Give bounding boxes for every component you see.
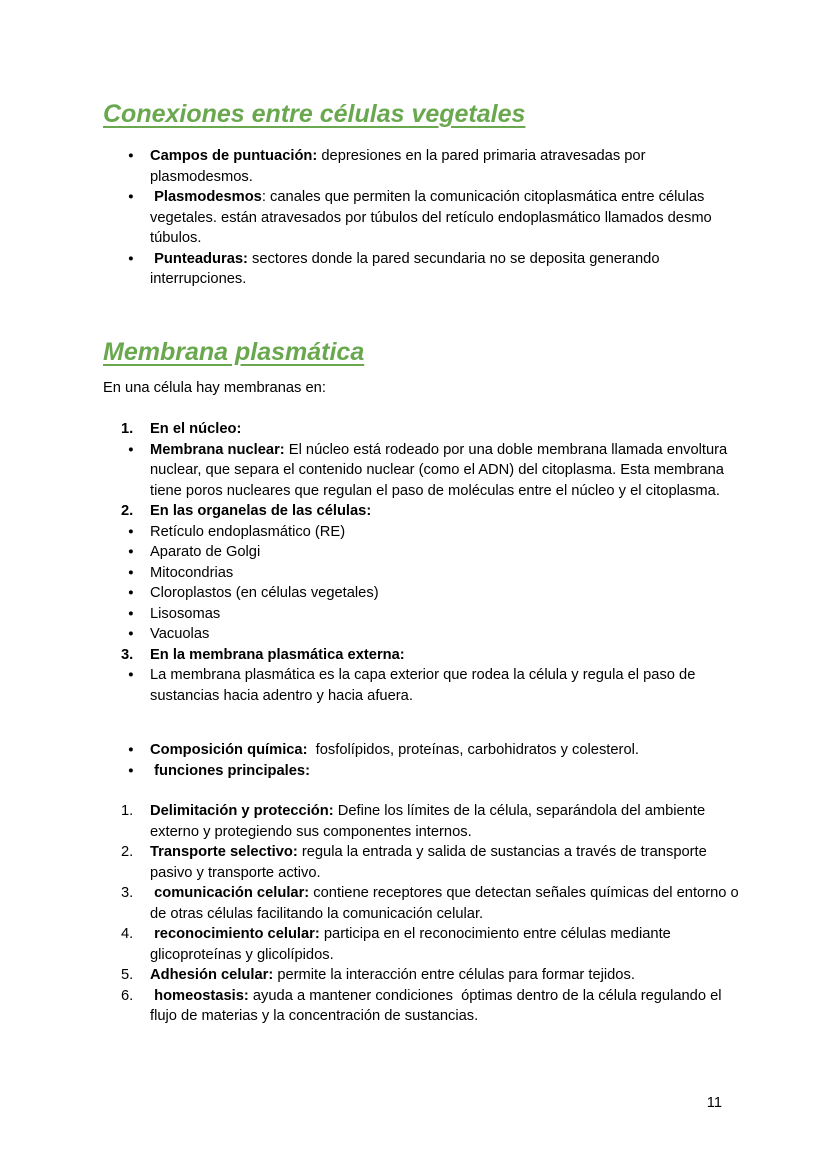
definition: La membrana plasmática es la capa exterior que rodea la célula y regula el paso de sustancias hacia adentro y hacia afuera. (150, 667, 700, 704)
intro-paragraph: En una célula hay membranas en: (103, 379, 326, 396)
number-marker: 1. (121, 803, 134, 819)
list-item-text (150, 665, 740, 706)
term: Punteaduras: (150, 250, 248, 267)
section-heading-membrana: Membrana plasmática (103, 337, 365, 366)
list-item (121, 542, 740, 563)
term: Transporte selectivo: (150, 844, 298, 860)
list-item (121, 986, 740, 1027)
term: Composición química: (150, 742, 308, 758)
term: Membrana nuclear: (150, 441, 285, 458)
list-item-text (150, 986, 740, 1027)
list-item (121, 249, 740, 290)
bullet-marker: ● (128, 525, 134, 537)
list-item-text (150, 187, 740, 249)
definition: Mitocondrias (150, 564, 234, 581)
term: funciones principales: (150, 762, 310, 779)
definition: participa en el reconocimiento entre células mediante glicoproteínas y glicolípidos. (150, 926, 675, 963)
list-item (121, 146, 740, 187)
bullet-marker: ● (128, 669, 134, 680)
membranes-list (121, 419, 740, 706)
list-item (121, 440, 740, 502)
list-item-text (150, 883, 743, 924)
list-item-text (150, 419, 740, 440)
list-item (121, 501, 740, 522)
list-item (121, 740, 740, 761)
definition: Cloroplastos (en células vegetales) (150, 585, 379, 601)
list-item-text (150, 440, 740, 502)
bullet-marker: ● (128, 191, 134, 202)
term: En las organelas de las células: (150, 503, 372, 519)
list-item-text (150, 563, 740, 584)
bullet-marker: ● (128, 587, 134, 598)
number-marker: 6. (121, 987, 134, 1004)
definition: El núcleo está rodeado por una doble membrana llamada envoltura nuclear, que separa el contenido nuclear (como el ADN) del citoplasma. Esta membrana tiene poros nucleares que regulan el paso de moléculas entre el núcleo y el citoplasma. (150, 441, 732, 499)
bullet-marker: ● (128, 150, 134, 161)
term: En la membrana plasmática externa: (150, 646, 405, 663)
definition: regula la entrada y salida de sustancias a través de transporte pasivo y transporte activo. (150, 844, 711, 881)
list-item (121, 522, 740, 543)
list-item (121, 187, 740, 249)
number-marker: 3. (121, 885, 134, 901)
bullet-marker: ● (128, 607, 134, 619)
list-item (121, 419, 740, 440)
list-item-text (150, 501, 740, 522)
number-marker: 5. (121, 967, 134, 983)
term: Campos de puntuación: (150, 148, 318, 164)
definition: fosfolípidos, proteínas, carbohidratos y colesterol. (307, 742, 639, 758)
page-number: 11 (706, 1095, 722, 1111)
list-item-text (150, 842, 740, 883)
definition: contiene receptores que detectan señales químicas del entorno o de otras células facilitando la comunicación celular. (150, 885, 743, 922)
list-item-text (150, 924, 740, 965)
list-item-text (150, 624, 740, 645)
composition-list (121, 740, 740, 781)
bullet-marker: ● (128, 443, 134, 455)
term: Plasmodesmos (150, 189, 262, 205)
connections-list (121, 146, 740, 290)
list-item-text (150, 761, 740, 782)
term: homeostasis: (150, 987, 249, 1004)
list-item-text (150, 604, 740, 625)
bullet-marker: ● (128, 744, 134, 755)
list-item-text (150, 542, 740, 563)
list-item (121, 645, 740, 666)
list-item-text (150, 146, 740, 187)
list-item (121, 604, 740, 625)
number-marker: 4. (121, 926, 134, 942)
functions-list (121, 801, 743, 1027)
definition: Aparato de Golgi (150, 544, 261, 560)
bullet-marker: ● (128, 546, 134, 557)
list-item-text (150, 249, 740, 290)
number-marker: 2. (121, 503, 134, 519)
list-item (121, 883, 743, 924)
list-item (121, 965, 740, 986)
term: Adhesión celular: (150, 967, 274, 983)
list-item (121, 583, 740, 604)
list-item-text (150, 583, 740, 604)
list-item-text (150, 740, 740, 761)
term: reconocimiento celular: (150, 926, 320, 942)
list-item (121, 665, 740, 706)
number-marker: 2. (121, 844, 134, 860)
list-item (121, 563, 740, 584)
definition: Vacuolas (150, 626, 210, 642)
bullet-marker: ● (128, 628, 134, 639)
term: comunicación celular: (150, 885, 310, 901)
list-item-text (150, 965, 740, 986)
definition: : canales que permiten la comunicación citoplasmática entre células vegetales. están atravesados por túbulos del retículo endoplasmático llamados desmo túbulos. (150, 189, 716, 246)
definition: permite la interacción entre células para formar tejidos. (273, 967, 635, 983)
definition: depresiones en la pared primaria atravesadas por plasmodesmos. (150, 148, 650, 185)
definition: Define los límites de la célula, separándola del ambiente externo y protegiendo sus componentes internos. (150, 803, 710, 840)
list-item (121, 624, 740, 645)
number-marker: 3. (121, 646, 134, 663)
list-item-text (150, 645, 740, 666)
number-marker: 1. (121, 421, 134, 437)
list-item (121, 761, 740, 782)
bullet-marker: ● (128, 764, 134, 776)
list-item (121, 801, 740, 842)
definition: ayuda a mantener condiciones óptimas dentro de la célula regulando el flujo de materias y la concentración de sustancias. (150, 987, 726, 1024)
list-item (121, 924, 740, 965)
term: En el núcleo: (150, 421, 242, 437)
definition: Retículo endoplasmático (RE) (150, 523, 346, 540)
bullet-marker: ● (128, 566, 134, 578)
list-item-text (150, 522, 740, 543)
bullet-marker: ● (128, 252, 134, 264)
list-item-text (150, 801, 740, 842)
term: Delimitación y protección: (150, 803, 334, 819)
section-heading-conexiones: Conexiones entre células vegetales (103, 100, 526, 128)
list-item (121, 842, 740, 883)
definition: sectores donde la pared secundaria no se deposita generando interrupciones. (150, 250, 664, 287)
definition: Lisosomas (150, 605, 221, 622)
